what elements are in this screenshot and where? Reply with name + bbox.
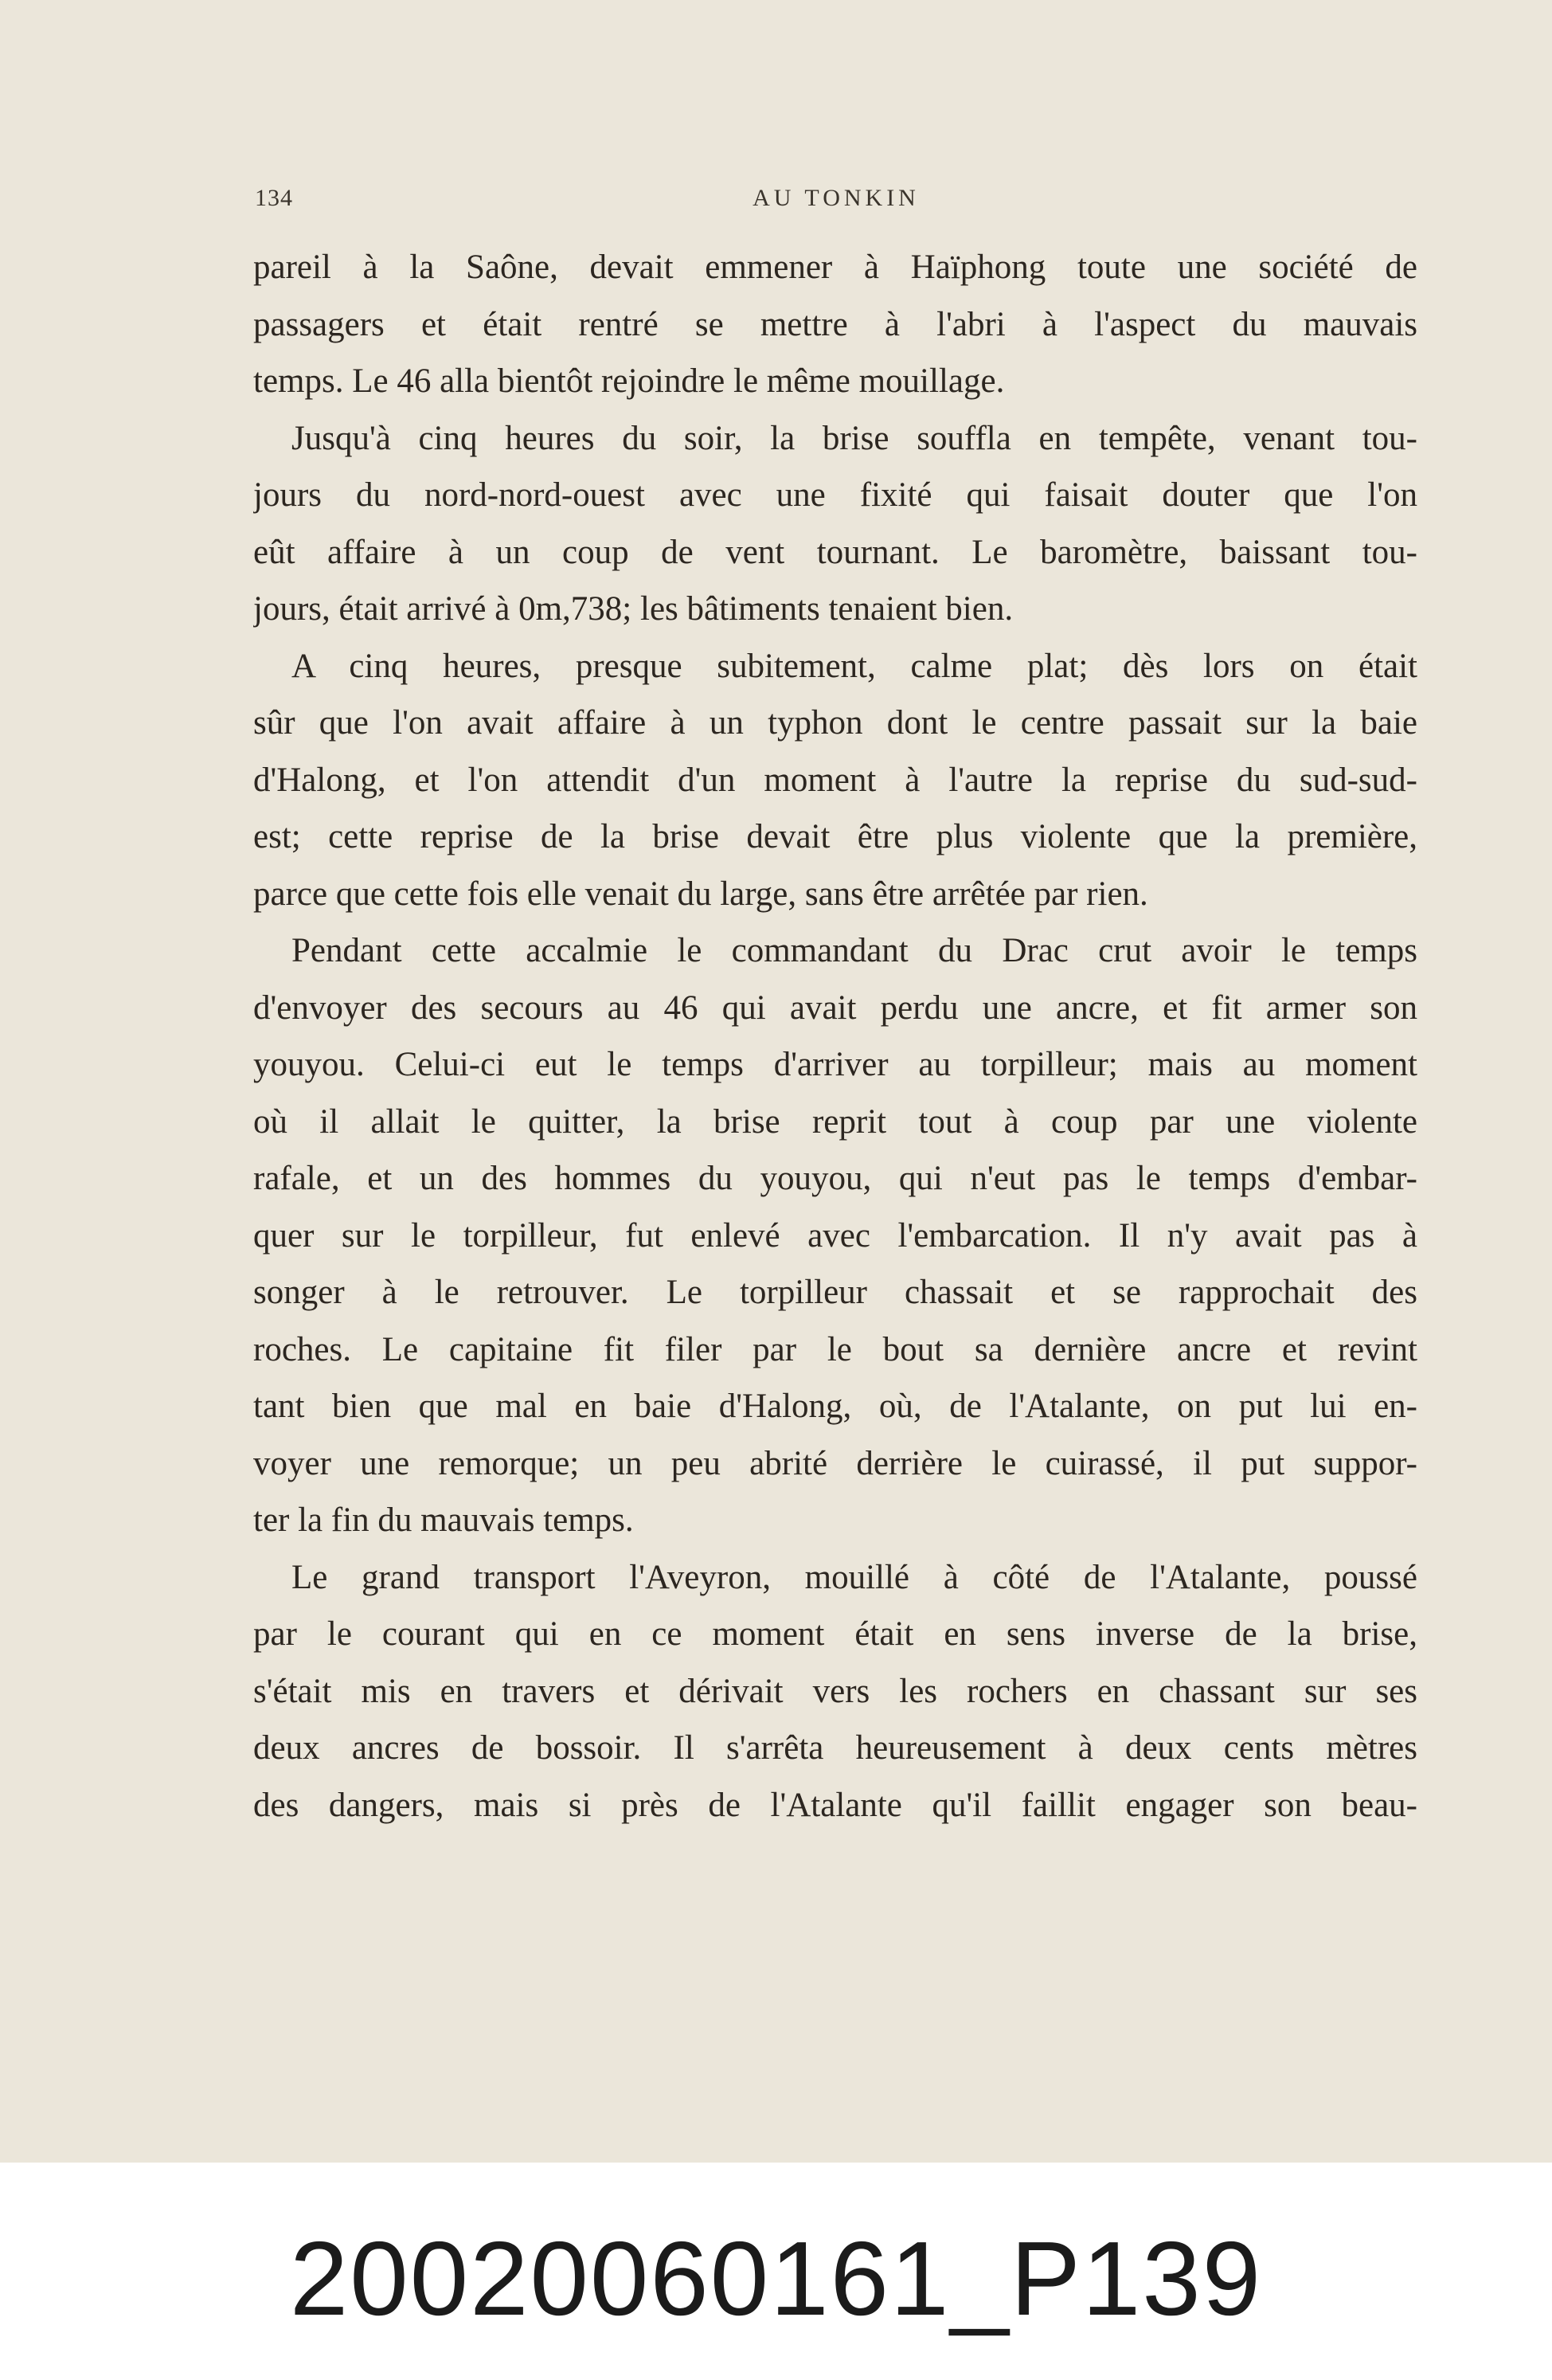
text-line: youyou. Celui-ci eut le temps d'arriver au torpilleur; mais au moment	[253, 1046, 1417, 1083]
text-line: jours du nord-nord-ouest avec une fixité qui faisait douter que l'on	[253, 476, 1417, 514]
text-line: songer à le retrouver. Le torpilleur chassait et se rapprochait des	[253, 1274, 1417, 1311]
text-line: rafale, et un des hommes du youyou, qui n'eut pas le temps d'embar-	[253, 1160, 1417, 1197]
paragraph	[253, 410, 1417, 638]
image-id-label: 20020060161_P139	[289, 2220, 1263, 2337]
text-line: par le courant qui en ce moment était en sens inverse de la brise,	[253, 1615, 1417, 1653]
text-line: A cinq heures, presque subitement, calme plat; dès lors on était	[291, 647, 1417, 685]
body-text	[253, 239, 1417, 1834]
paragraph	[253, 1549, 1417, 1834]
running-title: AU TONKIN	[753, 185, 920, 211]
text-line: deux ancres de bossoir. Il s'arrêta heureusement à deux cents mètres	[253, 1729, 1417, 1767]
text-line: d'envoyer des secours au 46 qui avait perdu une ancre, et fit armer son	[253, 988, 1417, 1027]
text-line: sûr que l'on avait affaire à un typhon dont le centre passait sur la baie	[253, 704, 1417, 742]
paragraph	[253, 922, 1417, 1549]
paragraph	[253, 239, 1417, 410]
running-header	[255, 185, 1417, 217]
text-line: pareil à la Saône, devait emmener à Haïphong toute une société de	[253, 249, 1417, 286]
image-id-footer	[0, 2163, 1552, 2380]
text-line: d'Halong, et l'on attendit d'un moment à l'autre la reprise du sud-sud-	[253, 761, 1417, 799]
text-line: Jusqu'à cinq heures du soir, la brise souffla en tempête, venant tou-	[291, 419, 1417, 457]
text-line: quer sur le torpilleur, fut enlevé avec l'embarcation. Il n'y avait pas à	[253, 1216, 1417, 1255]
paragraph	[253, 638, 1417, 923]
text-line: des dangers, mais si près de l'Atalante qu'il faillit engager son beau-	[253, 1786, 1417, 1824]
text-line: temps. Le 46 alla bientôt rejoindre le même mouillage.	[253, 362, 1005, 400]
text-line: parce que cette fois elle venait du large, sans être arrêtée par rien.	[253, 875, 1148, 913]
text-line: jours, était arrivé à 0m,738; les bâtiments tenaient bien.	[253, 590, 1014, 628]
page-number: 134	[255, 185, 293, 211]
text-line: est; cette reprise de la brise devait être plus violente que la première,	[253, 818, 1417, 855]
text-line: voyer une remorque; un peu abrité derrière le cuirassé, il put suppor-	[253, 1444, 1417, 1482]
text-line: roches. Le capitaine fit filer par le bout sa dernière ancre et revint	[253, 1330, 1417, 1368]
text-line: tant bien que mal en baie d'Halong, où, de l'Atalante, on put lui en-	[253, 1388, 1417, 1425]
text-line: où il allait le quitter, la brise reprit tout à coup par une violente	[253, 1102, 1417, 1141]
text-line: Le grand transport l'Aveyron, mouillé à côté de l'Atalante, poussé	[291, 1558, 1417, 1596]
text-line: Pendant cette accalmie le commandant du Drac crut avoir le temps	[291, 932, 1417, 969]
text-line: eût affaire à un coup de vent tournant. Le baromètre, baissant tou-	[253, 533, 1417, 571]
text-line: passagers et était rentré se mettre à l'abri à l'aspect du mauvais	[253, 305, 1417, 343]
text-line: ter la fin du mauvais temps.	[253, 1501, 634, 1539]
text-line: s'était mis en travers et dérivait vers les rochers en chassant sur ses	[253, 1672, 1417, 1710]
